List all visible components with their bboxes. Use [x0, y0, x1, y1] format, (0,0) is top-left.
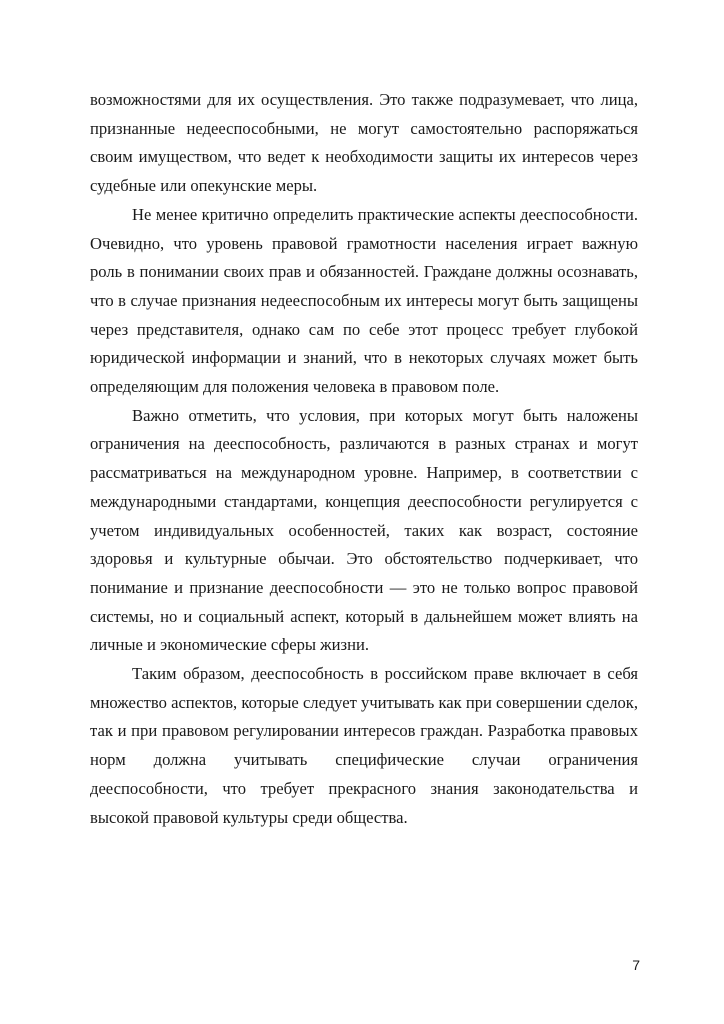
paragraph-international-conditions: Важно отметить, что условия, при которых могут быть наложены ограничения на дееспособность, различаются в разных странах и могут рассматриваться на международном уровне. Например, в соответствии с международными стандартами, концепция дееспособности регулируется с учетом индивидуальных особенностей, таких как возраст, состояние здоровья и культурные обычаи. Это обстоятельство подчеркивает, что понимание и признание дееспособности — это не только вопрос правовой системы, но и социальный аспект, который в дальнейшем может влиять на личные и экономические сферы жизни. — [90, 405, 638, 655]
page-number: 7 — [632, 957, 640, 973]
paragraph-conclusion: Таким образом, дееспособность в российском праве включает в себя множество аспектов, которые следует учитывать как при совершении сделок, так и при правовом регулировании интересов граждан. Разработка правовых норм должна учитывать специфические случаи ограничения дееспособности, что требует прекрасного знания законодательства и высокой правовой культуры среди общества. — [90, 664, 639, 827]
paragraph-practical-aspects: Не менее критично определить практические аспекты дееспособности. Очевидно, что уровень правовой грамотности населения играет важную роль в понимании своих прав и обязанностей. Граждане должны осознавать, что в случае признания недееспособным их интересы могут быть защищены через представителя, однако сам по себе этот процесс требует глубокой юридической информации и знаний, что в некоторых случаях может быть определяющим для положения человека в правовом поле. — [90, 204, 638, 397]
body-text — [90, 86, 638, 832]
paragraph-continuation: возможностями для их осуществления. Это также подразумевает, что лица, признанные недееспособными, не могут самостоятельно распоряжаться своим имуществом, что ведет к необходимости защиты их интересов через судебные или опекунские меры. — [90, 90, 638, 196]
